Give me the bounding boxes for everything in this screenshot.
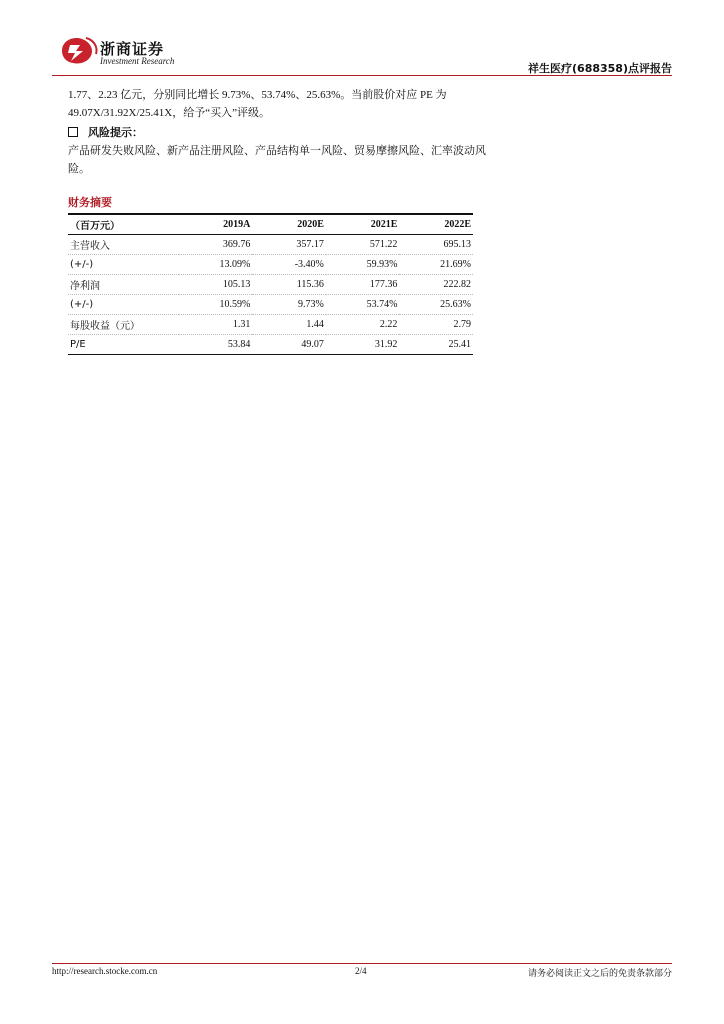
table-cell: 369.76 [222,239,251,250]
table-cell: 53.84 [227,339,251,350]
table-cell: 1.31 [232,319,251,330]
square-bullet-icon [68,127,78,137]
table-row [68,335,473,355]
table-row [68,275,473,295]
financial-summary-table [68,213,473,355]
row-label: 主营收入 [70,241,110,252]
row-label: (+/-) [70,259,94,270]
brand-name-cn: 浙商证券 [100,40,165,58]
valuation-paragraph: 1.77、2.23 亿元，分别同比增长 9.73%、53.74%、25.63%。当前股价对应 PE 为 49.07X/31.92X/25.41X，给予“买入”评级。 [68,89,447,119]
table-cell: 21.69% [440,259,471,270]
table-cell: 49.07 [301,339,324,350]
footer-divider [52,963,672,964]
table-cell: 2.79 [453,319,471,330]
table-row [68,235,473,255]
table-cell: 1.44 [306,319,324,330]
report-title: 祥生医疗(688358)点评报告 [528,62,672,75]
page-number: 2/4 [355,966,367,976]
table-row [68,315,473,335]
table-cell: 25.41 [448,339,471,350]
column-header: 2021E [370,219,398,230]
table-cell: 115.36 [296,279,324,290]
table-cell: 695.13 [443,239,471,250]
table-cell: 177.36 [369,279,398,290]
row-label: 净利润 [70,281,100,292]
risk-paragraph: 产品研发失败风险、新产品注册风险、产品结构单一风险、贸易摩擦风险、汇率波动风险。 [68,145,486,175]
column-header: 2019A [223,219,251,230]
table-cell: 222.82 [443,279,471,290]
table-row [68,255,473,275]
table-cell: -3.40% [294,259,324,270]
table-cell: 2.22 [379,319,398,330]
financial-summary-title: 财务摘要 [68,196,112,209]
table-cell: 59.93% [366,259,398,270]
table-cell: 10.59% [219,299,251,310]
table-cell: 9.73% [298,299,324,310]
table-cell: 357.17 [296,239,324,250]
table-row [68,295,473,315]
footer-url[interactable]: http://research.stocke.com.cn [52,966,158,976]
brand-name-en: Investment Research [100,56,175,66]
footer-disclaimer: 请务必阅读正文之后的免责条款部分 [527,969,672,979]
row-label: 每股收益（元） [70,321,140,332]
brand-logo [56,34,100,68]
table-cell: 13.09% [219,259,251,270]
table-cell: 105.13 [222,279,251,290]
row-label: P/E [70,339,86,350]
column-header: （百万元） [70,221,120,232]
table-header-row [68,214,473,235]
risk-heading [68,124,143,140]
table-cell: 31.92 [374,339,398,350]
row-label: (+/-) [70,299,94,310]
header-divider [52,75,672,76]
risk-heading-label: 风险提示： [88,126,143,139]
column-header: 2020E [297,219,324,230]
table-cell: 53.74% [366,299,398,310]
table-cell: 571.22 [369,239,398,250]
table-cell: 25.63% [440,299,471,310]
column-header: 2022E [444,219,471,230]
